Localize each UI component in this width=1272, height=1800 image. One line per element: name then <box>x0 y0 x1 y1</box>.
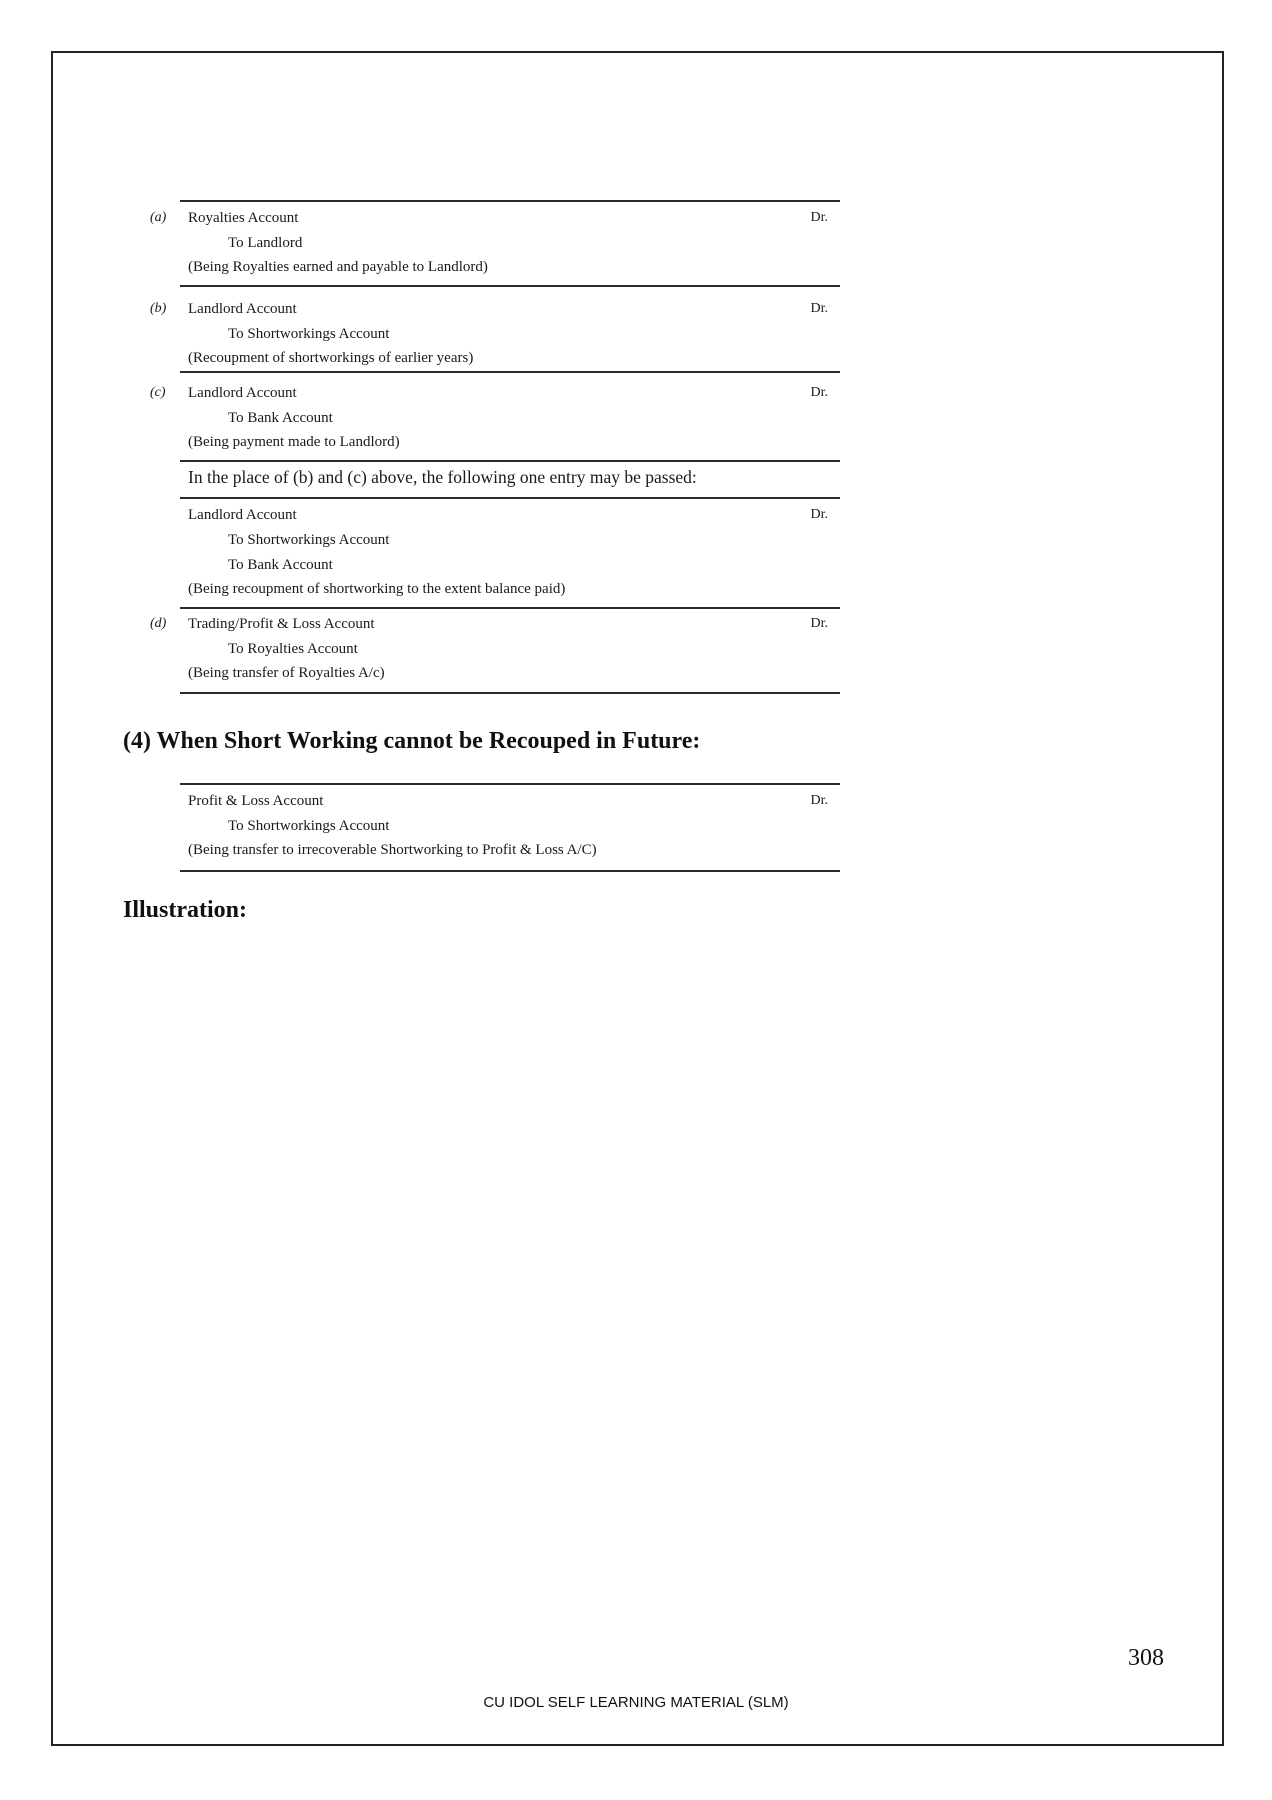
entry-a-debit: Royalties Account <box>188 210 299 226</box>
combined-credit-1: To Shortworkings Account <box>228 532 390 548</box>
entry-a-dr: Dr. <box>810 210 828 225</box>
rule <box>180 200 840 202</box>
rule <box>180 460 840 462</box>
rule <box>180 497 840 499</box>
combined-narration: (Being recoupment of shortworking to the extent balance paid) <box>188 581 566 597</box>
entry-d-debit: Trading/Profit & Loss Account <box>188 616 375 632</box>
rule <box>180 371 840 373</box>
entry-d-credit: To Royalties Account <box>228 641 358 657</box>
entry-a-narration: (Being Royalties earned and payable to Landlord) <box>188 259 488 275</box>
entry-c-debit: Landlord Account <box>188 385 297 401</box>
combined-credit-2: To Bank Account <box>228 557 333 573</box>
journal-entries-image <box>150 195 840 695</box>
entry-four-debit: Profit & Loss Account <box>188 793 324 809</box>
entry-b-credit: To Shortworkings Account <box>228 326 390 342</box>
rule <box>180 607 840 609</box>
rule <box>180 285 840 287</box>
illustration-heading: Illustration: <box>123 897 248 923</box>
entry-four-narration: (Being transfer to irrecoverable Shortworking to Profit & Loss A/C) <box>188 842 597 858</box>
entry-a-label: (a) <box>150 210 167 225</box>
section-heading: (4) When Short Working cannot be Recouped in Future: <box>123 728 701 754</box>
entry-c-narration: (Being payment made to Landlord) <box>188 434 400 450</box>
entry-c-dr: Dr. <box>810 385 828 400</box>
entry-b-label: (b) <box>150 301 167 316</box>
combined-debit: Landlord Account <box>188 507 297 523</box>
entry-c-credit: To Bank Account <box>228 410 333 426</box>
irrecoverable-entry-image <box>150 778 840 878</box>
alternative-note: In the place of (b) and (c) above, the following one entry may be passed: <box>188 467 697 487</box>
page-number: 308 <box>1128 1645 1164 1671</box>
entry-b-narration: (Recoupment of shortworkings of earlier years) <box>188 350 474 366</box>
footer-text: CU IDOL SELF LEARNING MATERIAL (SLM) <box>483 1694 789 1711</box>
entry-c-label: (c) <box>150 385 166 400</box>
rule <box>180 692 840 694</box>
rule <box>180 870 840 872</box>
entry-four-dr: Dr. <box>810 793 828 808</box>
combined-dr: Dr. <box>810 507 828 522</box>
entry-a-credit: To Landlord <box>228 235 303 251</box>
entry-b-debit: Landlord Account <box>188 301 297 317</box>
entry-d-dr: Dr. <box>810 616 828 631</box>
entry-d-label: (d) <box>150 616 167 631</box>
entry-d-narration: (Being transfer of Royalties A/c) <box>188 665 385 681</box>
entry-b-dr: Dr. <box>810 301 828 316</box>
entry-four-credit: To Shortworkings Account <box>228 818 390 834</box>
rule <box>180 783 840 785</box>
